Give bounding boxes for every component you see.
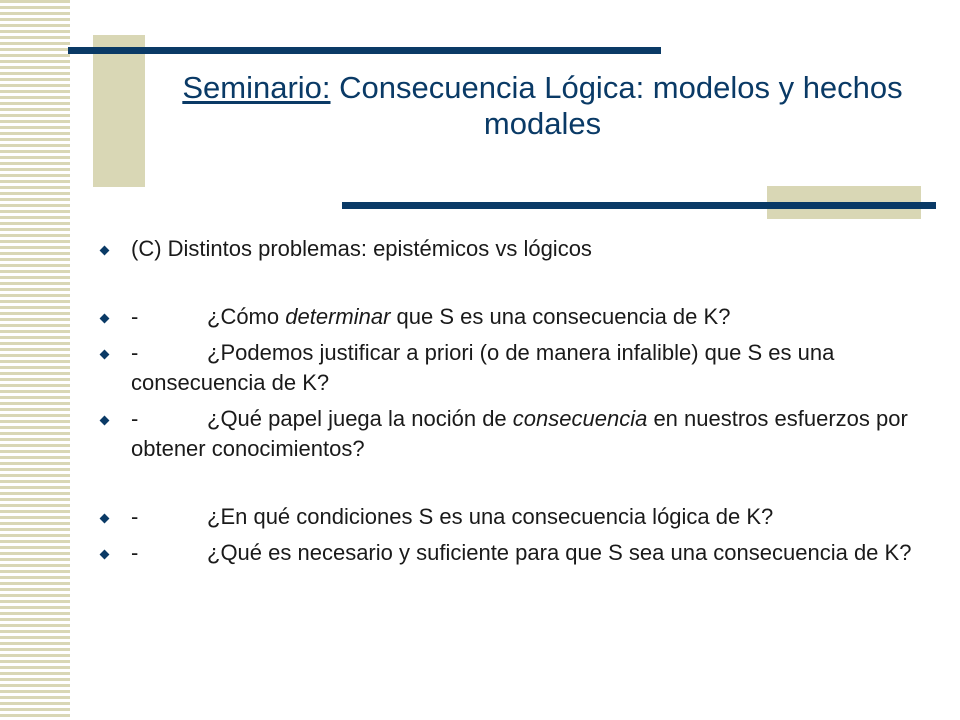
bullet-item: [100, 302, 920, 332]
bullet-text: ¿Qué papel juega la noción de: [207, 406, 513, 431]
title-accent-block: [93, 35, 145, 187]
bullet-dash: -: [131, 304, 139, 329]
bullet-list: [100, 234, 920, 568]
bullet-text: ¿Cómo: [207, 304, 286, 329]
diamond-bullet-icon: [100, 514, 110, 524]
title-bottom-rule: [342, 202, 936, 209]
diamond-bullet-icon: [100, 314, 110, 324]
bullet-text-end: que S es una consecuencia de K?: [390, 304, 731, 329]
bullet-text-end: en nuestros esfuerzos por obtener conocimientos?: [131, 406, 908, 461]
bullet-dash: -: [131, 340, 139, 365]
bullet-dash: -: [131, 406, 139, 431]
bullet-item: [100, 404, 920, 464]
bullet-item: [100, 538, 920, 568]
bullet-text: ¿En qué condiciones S es una consecuencia lógica de K?: [207, 504, 774, 529]
left-decorative-stripe: [0, 0, 70, 720]
bullet-dash: -: [131, 540, 139, 565]
bullet-emphasis: determinar: [285, 304, 391, 329]
title-top-rule: [68, 47, 661, 54]
bullet-text: ¿Podemos justificar a priori (o de manera infalible) que S es una consecuencia de K?: [131, 340, 835, 395]
diamond-bullet-icon: [100, 416, 110, 426]
diamond-bullet-icon: [100, 550, 110, 560]
slide-title-prefix: Seminario:: [182, 70, 331, 105]
diamond-bullet-icon: [100, 246, 110, 256]
bullet-text: (C) Distintos problemas: epistémicos vs lógicos: [131, 236, 592, 261]
slide-title-text: Consecuencia Lógica: modelos y hechos modales: [339, 70, 903, 141]
bullet-text: ¿Qué es necesario y suficiente para que S sea una consecuencia de K?: [207, 540, 912, 565]
diamond-bullet-icon: [100, 350, 110, 360]
bullet-item: [100, 502, 920, 532]
bullet-item: [100, 234, 920, 264]
bullet-item: [100, 338, 920, 398]
bullet-emphasis: consecuencia: [512, 406, 648, 431]
bullet-dash: -: [131, 504, 139, 529]
slide-title: [150, 70, 935, 142]
